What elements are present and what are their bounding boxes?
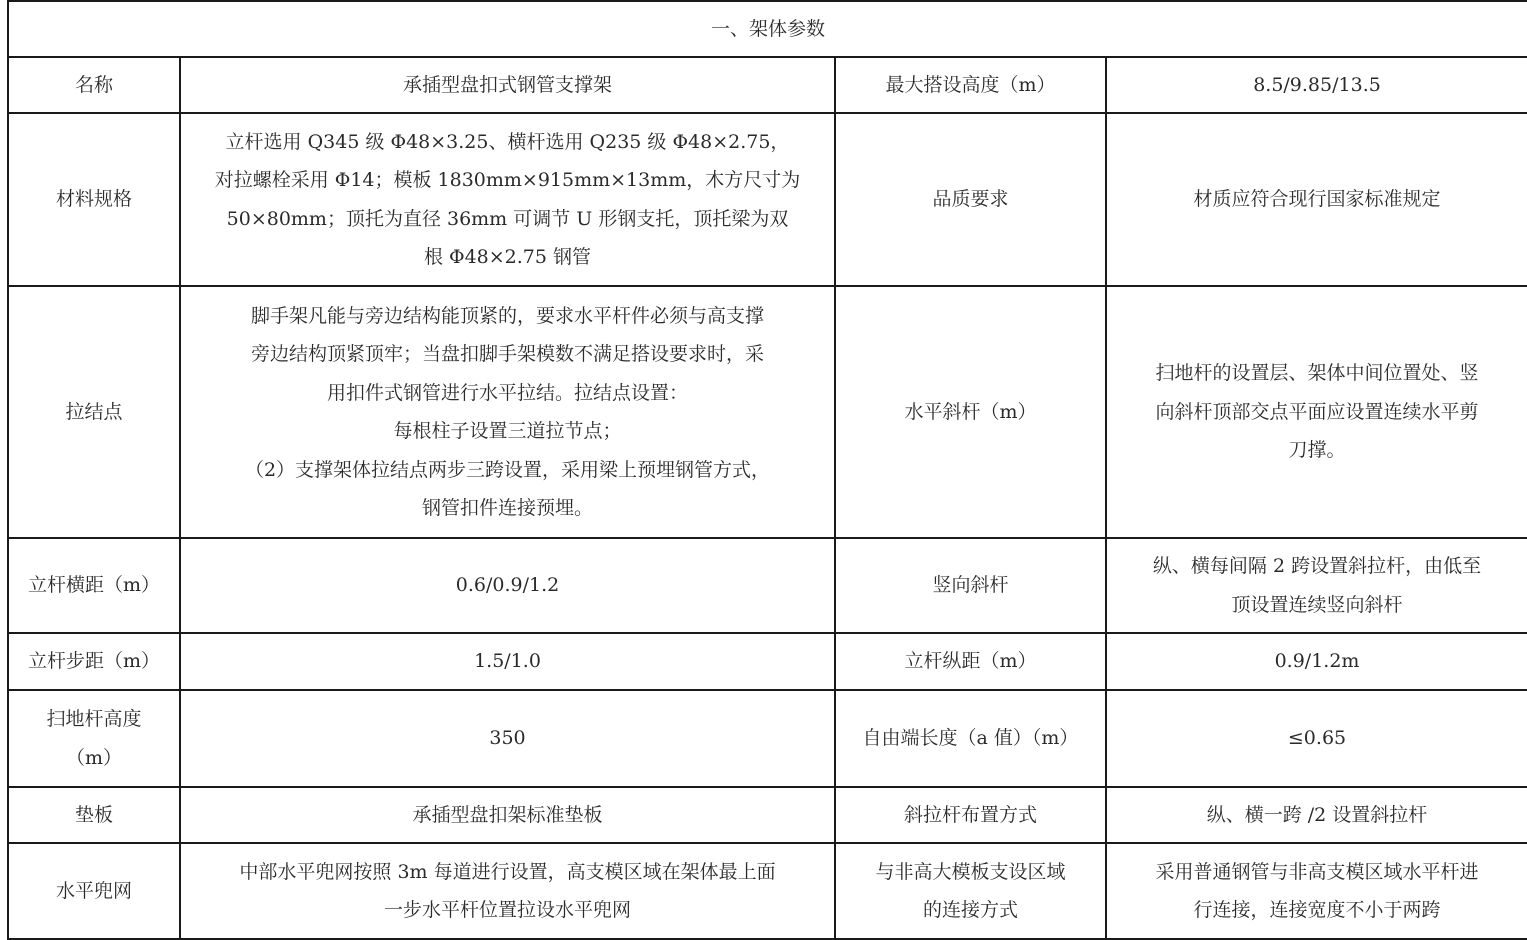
text-line: 的连接方式	[922, 899, 1018, 921]
text-line: 采用普通钢管与非高支模区域水平杆进	[1155, 860, 1479, 883]
text-line: 中部水平兜网按照 3m 每道进行设置，高支模区域在架体最上面	[239, 860, 776, 883]
text-line: 向斜杆顶部交点平面应设置连续水平剪	[1155, 400, 1479, 423]
row-label: 材料规格	[8, 113, 180, 286]
row-value-2: 8.5/9.85/13.5	[1106, 57, 1527, 113]
row-value: 承插型盘扣式钢管支撑架	[180, 57, 835, 113]
text-line: 扫地杆高度	[46, 708, 142, 730]
text-line: 用扣件式钢管进行水平拉结。拉结点设置：	[326, 381, 688, 404]
text-line: 钢管扣件连接预埋。	[421, 497, 593, 519]
row-label-2: 水平斜杆（m）	[835, 286, 1106, 538]
row-label: 垫板	[8, 787, 180, 843]
row-value	[180, 843, 835, 939]
text-line: 与非高大模板支设区域	[875, 860, 1066, 883]
row-value-2: 纵、横一跨 /2 设置斜拉杆	[1106, 787, 1527, 843]
text-line: （m）	[65, 746, 123, 769]
table-row	[8, 57, 1527, 113]
text-line: 每根柱子设置三道拉节点；	[393, 420, 622, 442]
row-value-2	[1106, 843, 1527, 939]
row-value-2	[1106, 286, 1527, 538]
table-row	[8, 286, 1527, 538]
row-label-2: 最大搭设高度（m）	[835, 57, 1106, 113]
table-row	[8, 113, 1527, 286]
row-label: 立杆步距（m）	[8, 633, 180, 690]
row-label-2: 斜拉杆布置方式	[835, 787, 1106, 843]
row-value	[180, 286, 835, 538]
parameter-table	[7, 0, 1527, 940]
row-value	[180, 113, 835, 286]
row-label-2: 自由端长度（a 值）（m）	[835, 690, 1106, 787]
row-label: 立杆横距（m）	[8, 538, 180, 633]
table-title-row	[8, 1, 1527, 57]
text-line: 行连接，连接宽度不小于两跨	[1193, 899, 1441, 921]
text-line: 一步水平杆位置拉设水平兜网	[383, 899, 631, 921]
table-row	[8, 633, 1527, 690]
row-label: 拉结点	[8, 286, 180, 538]
text-line: 根 Φ48×2.75 钢管	[423, 246, 592, 268]
row-value: 0.6/0.9/1.2	[180, 538, 835, 633]
row-value: 承插型盘扣架标准垫板	[180, 787, 835, 843]
row-value-2: ≤0.65	[1106, 690, 1527, 787]
text-line: 扫地杆的设置层、架体中间位置处、竖	[1155, 362, 1479, 385]
text-line: 脚手架凡能与旁边结构能顶紧的，要求水平杆件必须与高支撑	[250, 304, 764, 327]
table-row	[8, 690, 1527, 787]
row-value: 350	[180, 690, 835, 787]
text-line: （2）支撑架体拉结点两步三跨设置，采用梁上预埋钢管方式，	[244, 458, 771, 481]
text-line: 纵、横每间隔 2 跨设置斜拉杆，由低至	[1152, 555, 1482, 577]
row-label-2	[835, 843, 1106, 939]
row-label-2: 竖向斜杆	[835, 538, 1106, 633]
row-value-2: 材质应符合现行国家标准规定	[1106, 113, 1527, 286]
row-value: 1.5/1.0	[180, 633, 835, 690]
text-line: 顶设置连续竖向斜杆	[1231, 593, 1403, 616]
row-value-2: 0.9/1.2m	[1106, 633, 1527, 690]
text-line: 对拉螺栓采用 Φ14；模板 1830mm×915mm×13mm，木方尺寸为	[214, 169, 801, 191]
row-label: 名称	[8, 57, 180, 113]
row-label-2: 品质要求	[835, 113, 1106, 286]
text-line: 旁边结构顶紧顶牢；当盘扣脚手架模数不满足搭设要求时，采	[250, 343, 764, 365]
row-label	[8, 690, 180, 787]
table-row	[8, 538, 1527, 633]
table-title: 一、架体参数	[8, 1, 1527, 57]
table-row	[8, 787, 1527, 843]
row-value-2	[1106, 538, 1527, 633]
row-label-2: 立杆纵距（m）	[835, 633, 1106, 690]
text-line: 刀撑。	[1288, 439, 1346, 462]
text-line: 立杆选用 Q345 级 Φ48×3.25、横杆选用 Q235 级 Φ48×2.75，	[225, 130, 790, 153]
row-label: 水平兜网	[8, 843, 180, 939]
text-line: 50×80mm；顶托为直径 36mm 可调节 U 形钢支托，顶托梁为双	[226, 207, 789, 230]
table-row	[8, 843, 1527, 939]
